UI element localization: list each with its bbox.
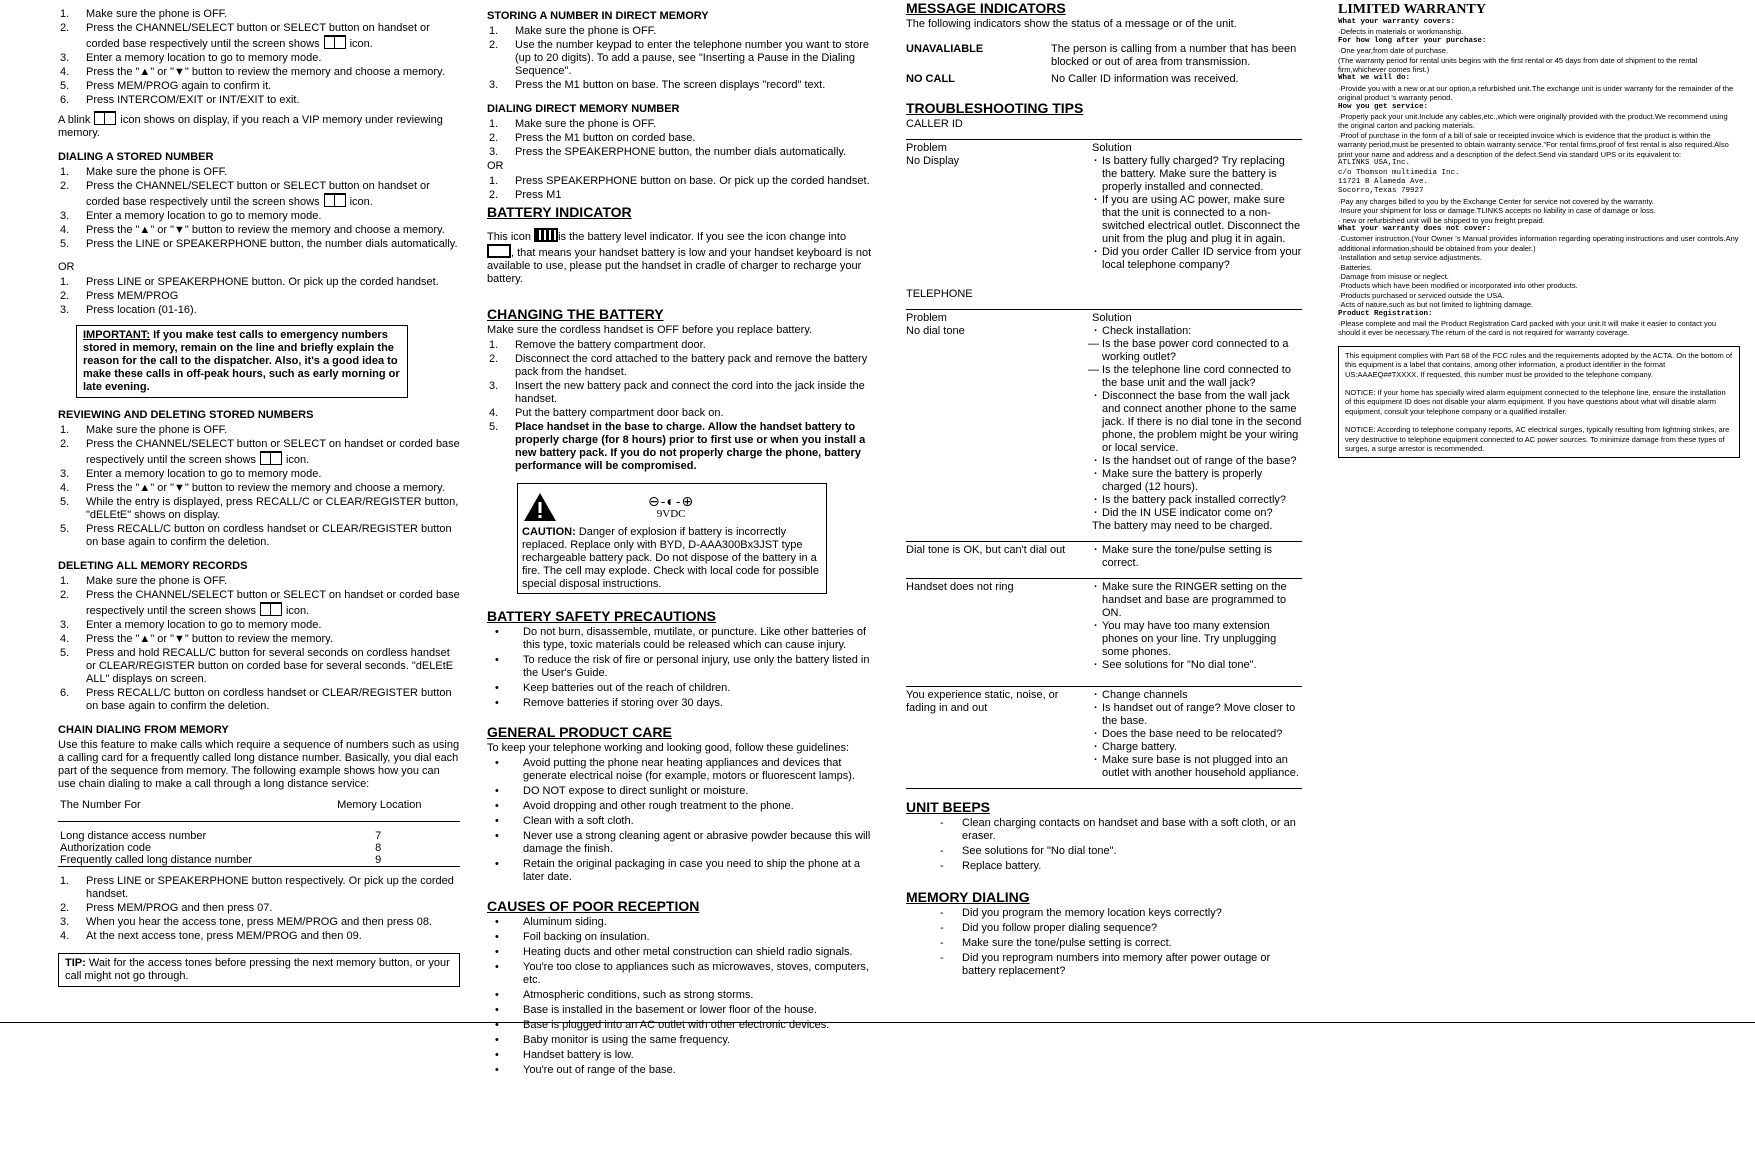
caller-id-header [906,139,1302,155]
step: 1. Make sure the phone is OFF. [60,575,228,587]
memory-review-steps [58,8,460,107]
list-item: • Foil backing on insulation. [487,931,882,944]
safety-list [487,626,882,710]
column-battery-and-care [487,8,882,1079]
book-icon [324,193,346,207]
message-indicators-title: MESSAGE INDICATORS [906,0,1066,16]
warranty-line: ·Customer instruction.(Your Owner 's Manual provides information regarding operating instructions and user controls.Any additional information,should be obtained from your dealer.) [1338,234,1739,253]
step: 1. Remove the battery compartment door. [489,339,706,351]
warranty-heading: Product Registration: [1338,309,1433,318]
column-header: Solution [1092,312,1132,324]
warranty-line: ·Provide you with a new or,at our option,a refurbished unit.The exchange unit is under warranty for the remainder of the original product 's warranty period. [1338,83,1734,103]
list-item: • Avoid dropping and other rough treatment to the phone. [487,800,882,813]
table-cell: Frequently called long distance number [60,854,253,866]
step: 3. Press location (01-16). [60,304,197,316]
list-item: • Clean with a soft cloth. [487,815,882,828]
column-memory-operations [58,8,460,987]
table-row [906,155,1302,272]
dialing-direct-title: DIALING DIRECT MEMORY NUMBER [487,103,680,115]
solution-item: · If you are using AC power, make sure that the unit is connected to a non-switched electrical outlet. Disconnect the unit from the plug and plug it in again. [1092,194,1302,246]
polarity-icon: ⊖-◐-⊕ [648,492,695,509]
caution-text: CAUTION: Danger of explosion if battery is incorrectly replaced. Replace only with BYD, D-AAA300Bx3JST type rechargeable battery pack. Do not dispose of the battery in a fire. The cell may explode. Check with local code for possible special disposal instructions. [522,526,819,590]
column-header: The Number For [60,799,141,811]
solution-item: · Charge battery. [1092,741,1302,754]
warranty-line: ·Installation and setup service adjustments. [1338,253,1482,263]
storing-steps [487,25,882,92]
deleting-all-title: DELETING ALL MEMORY RECORDS [58,560,248,572]
step: 2. Press MEM/PROG and then press 07. [60,902,273,914]
deleting-all-steps [58,575,460,713]
warranty-title: LIMITED WARRANTY [1338,2,1486,17]
table-row [906,325,1302,533]
dc-polarity [648,494,694,521]
column-warranty [1338,2,1740,458]
step: 4. Press the "▲" or "▼" button to review the memory and choose a memory. [60,224,445,236]
step: 1. Make sure the phone is OFF. [60,424,228,436]
solution-cell [1092,689,1302,780]
step: 6. Press INTERCOM/EXIT or INT/EXIT to exit. [60,94,300,106]
dialing-direct-steps [487,118,882,159]
step: 2. Press the M1 button on corded base. [489,132,696,144]
list-item: - Did you follow proper dialing sequence? [906,922,1302,935]
warranty-heading: What your warranty covers: [1338,18,1456,26]
step: 1. Make sure the phone is OFF. [489,118,657,130]
battery-indicator-title: BATTERY INDICATOR [487,204,632,220]
dialing-stored-steps [58,166,460,251]
solution-item: · Change channels [1092,689,1302,702]
warranty-line: ·One year,from date of purchase. [1338,46,1449,56]
step: 3. Insert the new battery pack and connect the cord into the jack inside the handset. [489,380,865,405]
solution-item: · Is the handset out of range of the base? [1092,455,1302,468]
step: 2. Press the CHANNEL/SELECT button or SELECT button on handset or corded base respectively until the screen shows icon. [60,22,430,50]
caution-box [517,483,827,594]
solution-item: · Is the battery pack installed correctly? [1092,494,1302,507]
step: 4. Press the "▲" or "▼" button to review the memory. [60,633,333,645]
step: 3. Enter a memory location to go to memory mode. [60,52,322,64]
solution-item: · Check installation: [1092,325,1302,338]
solution-item: · Is handset out of range? Move closer to the base. [1092,702,1302,728]
warranty-heading: For how long after your purchase: [1338,36,1487,45]
unit-beeps-list [906,817,1302,873]
warranty-line: ·Batteries. [1338,262,1373,272]
fcc-paragraph: NOTICE: According to telephone company reports, AC electrical surges, typically resulting from lightning strikes, are very destructive to telephone equipment connected to AC power sources. To minimize damage from these types of surges, a surge arrestor is recommended. [1345,425,1730,454]
memory-dialing-list [906,907,1302,978]
divider [906,788,1302,789]
problem-cell: No Display [906,155,960,167]
fcc-paragraph: This equipment complies with Part 68 of the FCC rules and the requirements adopted by the ACTA. On the bottom of this equipment is a label that contains, among other information, a product identifier in the format US:AAAEQ##TXXXX. If requested, this number must be provided to the telephone company. [1345,350,1733,379]
column-header: Memory Location [337,799,422,811]
step: 2. Press the CHANNEL/SELECT button or SELECT on handset or corded base respectively until the screen shows icon. [60,589,460,617]
storing-title: STORING A NUMBER IN DIRECT MEMORY [487,10,709,22]
page-divider-line [0,1022,1755,1023]
list-item: • Keep batteries out of the reach of children. [487,682,882,695]
problem-cell: Dial tone is OK, but can't dial out [906,544,1066,556]
indicator-value: No Caller ID information was received. [1051,73,1239,85]
step: 1. Press LINE or SPEAKERPHONE button respectively. Or pick up the corded handset. [60,875,454,900]
book-icon [260,451,282,465]
solution-item: · Make sure the RINGER setting on the handset and base are programmed to ON. [1092,581,1302,620]
column-header: Problem [906,142,947,154]
telephone-header [906,309,1302,325]
solution-cell [1092,325,1302,533]
table-row [906,578,1302,672]
warranty-line: · new or refurbished unit will be shipped to you freight prepaid. [1338,215,1545,225]
step: 5. Press and hold RECALL/C button for several seconds on cordless handset or CLEAR/REGISTER button on corded base for several seconds. "dELEtE ALL" displays on screen. [60,647,454,685]
safety-title: BATTERY SAFETY PRECAUTIONS [487,608,716,624]
step: 3. Enter a memory location to go to memory mode. [60,210,322,222]
tip-note: TIP: Wait for the access tones before pressing the next memory button, or your call might not go through. [58,953,460,987]
step: 2. Press MEM/PROG [60,290,179,302]
poor-reception-title: CAUSES OF POOR RECEPTION [487,898,700,914]
chain-dialing-table [58,799,460,867]
problem-cell: No dial tone [906,325,965,337]
warranty-line: ·Properly pack your unit.Include any cables,etc.,which were originally provided with the product.We recommend using the original carton and packing materials. [1338,112,1728,131]
solution-item: · Make sure the battery is properly charged (12 hours). [1092,468,1302,494]
indicator-row [906,43,1302,69]
table-cell: 9 [375,854,382,866]
changing-battery-steps [487,339,882,473]
list-item: • Remove batteries if storing over 30 days. [487,697,882,710]
fcc-notice [1338,346,1740,459]
list-item: • Do not burn, disassemble, mutilate, or puncture. Like other batteries of this type, toxic materials could be released which can cause injury. [487,626,882,652]
warranty-address-line: c/o Thomson multimedia Inc. [1338,168,1460,177]
list-item: • Base is installed in the basement or lower floor of the house. [487,1004,882,1017]
product-care-list [487,757,882,884]
solution-item: · You may have too many extension phones on your line. Try unplugging some phones. [1092,620,1302,659]
list-item: - Make sure the tone/pulse setting is correct. [906,937,1302,950]
battery-empty-icon [487,244,511,258]
solution-cell [1092,155,1302,272]
warranty-line: ·Damage from misuse or neglect. [1338,271,1449,281]
solution-item: · Does the base need to be relocated? [1092,728,1302,741]
table-rule [58,867,460,868]
or-label: OR [58,261,75,273]
table-row [906,686,1302,780]
table-row [906,541,1302,570]
solution-cell [1092,544,1302,570]
reviewing-steps [58,424,460,549]
step: 1. Make sure the phone is OFF. [489,25,657,37]
table-row [58,854,460,867]
troubleshooting-title: TROUBLESHOOTING TIPS [906,100,1084,116]
warranty-address-line: 11721 B Alameda Ave. [1338,177,1429,186]
table-row [58,842,460,854]
list-item: - Replace battery. [906,860,1302,873]
step: 1. Make sure the phone is OFF. [60,8,228,20]
list-item: • You're out of range of the base. [487,1064,882,1077]
warranty-line: ·Defects in materials or workmanship. [1338,27,1464,37]
step: 3. Enter a memory location to go to memory mode. [60,619,322,631]
step: 2. Press the CHANNEL/SELECT button or SELECT button on handset or corded base respectively until the screen shows icon. [60,180,430,208]
list-item: - Did you reprogram numbers into memory after power outage or battery replacement? [906,952,1302,978]
indicator-key: NO CALL [906,73,955,85]
column-troubleshooting [906,0,1302,980]
step: 5. Press RECALL/C button on cordless handset or CLEAR/REGISTER button on base again to confirm the deletion. [60,523,452,548]
changing-battery-title: CHANGING THE BATTERY [487,306,664,322]
column-header: Solution [1092,142,1132,154]
list-item: • Retain the original packaging in case you need to ship the phone at a later date. [487,858,882,884]
table-cell: 8 [375,842,382,854]
problem-cell: You experience static, noise, or fading in and out [906,689,1059,714]
table-cell: Authorization code [60,842,152,854]
warranty-line: ·Products purchased or serviced outside the USA. [1338,290,1505,300]
step: 3. Press the SPEAKERPHONE button, the number dials automatically. [489,146,847,158]
step: 2. Press the CHANNEL/SELECT button or SELECT on handset or corded base respectively until the screen shows icon. [60,438,460,466]
step: 4. At the next access tone, press MEM/PROG and then 09. [60,930,362,942]
fcc-paragraph: NOTICE: If your home has specially wired alarm equipment connected to the telephone line, ensure the installation of this equipment ID does not disable your alarm equipment. If you have questions about what will disable alarm equipment, consult your telephone company or a qualified installer. [1345,388,1726,416]
list-item: • You're too close to appliances such as microwaves, stoves, computers, etc. [487,961,882,987]
step: 3. Press the M1 button on base. The screen displays "record" text. [489,79,826,91]
indicator-key: UNAVALIABLE [906,43,984,55]
list-item: • Heating ducts and other metal construction can shield radio signals. [487,946,882,959]
list-item: • DO NOT expose to direct sunlight or moisture. [487,785,882,798]
battery-indicator-text: This icon is the battery level indicator. If you see the icon change into , that means your handset battery is low and your handset keyboard is not available to use, please put the handset in cradle of charger to recharge your battery. [487,228,882,286]
step: 1. Press SPEAKERPHONE button on base. Or pick up the corded handset. [489,175,870,187]
warranty-line: ·Pay any charges billed to you by the Exchange Center for service not covered by the warranty. [1338,196,1654,206]
step: 5. While the entry is displayed, press RECALL/C or CLEAR/REGISTER button, "dELEtE" shows on display. [60,496,459,521]
reviewing-title: REVIEWING AND DELETING STORED NUMBERS [58,409,314,421]
battery-full-icon [534,228,558,242]
or-label: OR [487,160,504,172]
warranty-line: ·Acts of nature,such as but not limited to lightning damage. [1338,300,1534,310]
warranty-heading: How you get service: [1338,102,1429,111]
chain-dialing-title: CHAIN DIALING FROM MEMORY [58,724,229,736]
warranty-line: ·Please complete and mail the Product Registration Card packed with your unit.It will make it easier to contact you should it ever be necessary.The return of the card is not required for warranty coverage. [1338,319,1717,338]
list-item: • Atmospheric conditions, such as strong storms. [487,989,882,1002]
solution-item: · Disconnect the base from the wall jack and connect another phone to the same jack. If there is no dial tone in the second phone, the problem might be your wiring or local service. [1092,390,1302,455]
step: 2. Use the number keypad to enter the telephone number you want to store (up to 20 digits). To add a pause, see "Inserting a Pause in the Dialing Sequence". [489,39,870,77]
column-header: Problem [906,312,947,324]
caller-id-label: CALLER ID [906,118,963,130]
dialing-direct-or-steps [487,175,882,202]
vip-blink-note: A blink icon shows on display, if you reach a VIP memory under reviewing memory. [58,111,460,140]
step: 4. Press the "▲" or "▼" button to review the memory and choose a memory. [60,482,445,494]
solution-cell [1092,581,1302,672]
step: 4. Press the "▲" or "▼" button to review the memory and choose a memory. [60,66,445,78]
warranty-line: ·Proof of purchase in the form of a bill of sale or receipted invoice which is evidence that the product is within the warranty period,must be presented to obtain warranty service."For rental firms,proof of first rental is also required.Also print your name and address and a description of the defect.Send via standard UPS or its equivalent to: [1338,130,1729,159]
list-item: • Aluminum siding. [487,916,882,929]
message-indicators-intro: The following indicators show the status of a message or of the unit. [906,18,1237,30]
book-icon [260,602,282,616]
table-row [58,822,460,843]
list-item: - Did you program the memory location keys correctly? [906,907,1302,920]
list-item: - See solutions for "No dial tone". [906,845,1302,858]
step: 5. Press the LINE or SPEAKERPHONE button, the number dials automatically. [60,238,458,250]
telephone-label: TELEPHONE [906,288,973,300]
solution-item: · Is battery fully charged? Try replacing the battery. Make sure the battery is properly installed and connected. [1092,155,1302,194]
indicator-value: The person is calling from a number that has been blocked or out of area from transmission. [1051,43,1297,68]
indicator-list [906,43,1302,86]
solution-item: — Is the base power cord connected to a working outlet? [1092,338,1302,364]
dialing-stored-or-steps [58,276,460,317]
book-icon [94,111,116,125]
warranty-text [1338,18,1740,338]
list-item: • Handset battery is low. [487,1049,882,1062]
book-icon [324,35,346,49]
step: 2. Press M1 [489,189,562,201]
problem-cell: Handset does not ring [906,581,1014,593]
product-care-intro: To keep your telephone working and looking good, follow these guidelines: [487,742,850,754]
list-item: • Avoid putting the phone near heating appliances and devices that generate electrical noise (for example, motors or fluorescent lamps). [487,757,882,783]
warning-triangle-icon [522,491,558,523]
step: 4. Put the battery compartment door back on. [489,407,724,419]
warranty-line: (The warranty period for rental units begins with the first rental or 45 days from date of shipment to the rental firm,whichever comes first.) [1338,55,1698,75]
step: 5. Place handset in the base to charge. Allow the handset battery to properly charge (for 8 hours) prior to first use or when you install a new battery pack. If you do not properly charge the phone, battery performance will be compromised. [489,421,866,472]
step: 3. When you hear the access tone, press MEM/PROG and then press 08. [60,916,433,928]
changing-battery-intro: Make sure the cordless handset is OFF before you replace battery. [487,324,813,336]
list-item: • Baby monitor is using the same frequency. [487,1034,882,1047]
step: 2. Disconnect the cord attached to the battery pack and remove the battery pack from the handset. [489,353,868,378]
table-cell: 7 [335,822,460,843]
solution-item: — Is the telephone line cord connected to the base unit and the wall jack? [1092,364,1302,390]
warranty-address-line: ATLINKS USA,Inc. [1338,159,1411,168]
warranty-line: ·Products which have been modified or incorporated into other products. [1338,281,1578,291]
list-item: • Base is plugged into an AC outlet with other electronic devices. [487,1019,882,1032]
step: 1. Press LINE or SPEAKERPHONE button. Or pick up the corded handset. [60,276,439,288]
solution-item: · See solutions for "No dial tone". [1092,659,1302,672]
solution-item: · Make sure the tone/pulse setting is correct. [1092,544,1302,570]
table-cell: Long distance access number [58,822,335,843]
list-item: • To reduce the risk of fire or personal injury, use only the battery listed in the User's Guide. [487,654,882,680]
caution-header [522,488,822,526]
chain-dialing-intro: Use this feature to make calls which require a sequence of numbers such as using a calling card for a frequently called long distance number. Basically, you dial each part of the sequence from memory. The following example shows how you can use chain dialing to make a call through a long distance service: [58,739,460,790]
important-note: IMPORTANT: If you make test calls to emergency numbers stored in memory, remain on the line and briefly explain the reason for the call to the dispatcher. Also, it's a good idea to make these calls in off-peak hours, such as early morning or late evening. [76,325,408,398]
poor-reception-list [487,916,882,1077]
memory-dialing-title: MEMORY DIALING [906,889,1030,905]
step: 5. Press MEM/PROG again to confirm it. [60,80,272,92]
step: 6. Press RECALL/C button on cordless handset or CLEAR/REGISTER button on base again to confirm the deletion. [60,687,452,712]
voltage-label: 9VDC [656,507,686,520]
product-care-title: GENERAL PRODUCT CARE [487,724,672,740]
dialing-stored-title: DIALING A STORED NUMBER [58,151,214,163]
warranty-line: ·Insure your shipment for loss or damage.TLINKS accepts no liability in case of damage or loss. [1338,206,1656,216]
solution-item: · Did you order Caller ID service from your local telephone company? [1092,246,1302,272]
list-item: • Never use a strong cleaning agent or abrasive powder because this will damage the finish. [487,830,882,856]
solution-item: · Did the IN USE indicator come on? [1092,507,1302,520]
unit-beeps-title: UNIT BEEPS [906,799,991,815]
indicator-row [906,73,1302,86]
warranty-heading: What we will do: [1338,74,1411,83]
step: 3. Enter a memory location to go to memory mode. [60,468,322,480]
chain-dialing-steps [58,875,460,943]
table-header-row [58,799,460,822]
step: 1. Make sure the phone is OFF. [60,166,228,178]
warranty-address-line: Socorro,Texas 79927 [1338,187,1424,196]
solution-item: The battery may need to be charged. [1092,520,1273,532]
list-item: - Clean charging contacts on handset and base with a soft cloth, or an eraser. [906,817,1302,843]
solution-item: · Make sure base is not plugged into an outlet with another household appliance. [1092,754,1302,780]
warranty-heading: What your warranty does not cover: [1338,224,1492,233]
